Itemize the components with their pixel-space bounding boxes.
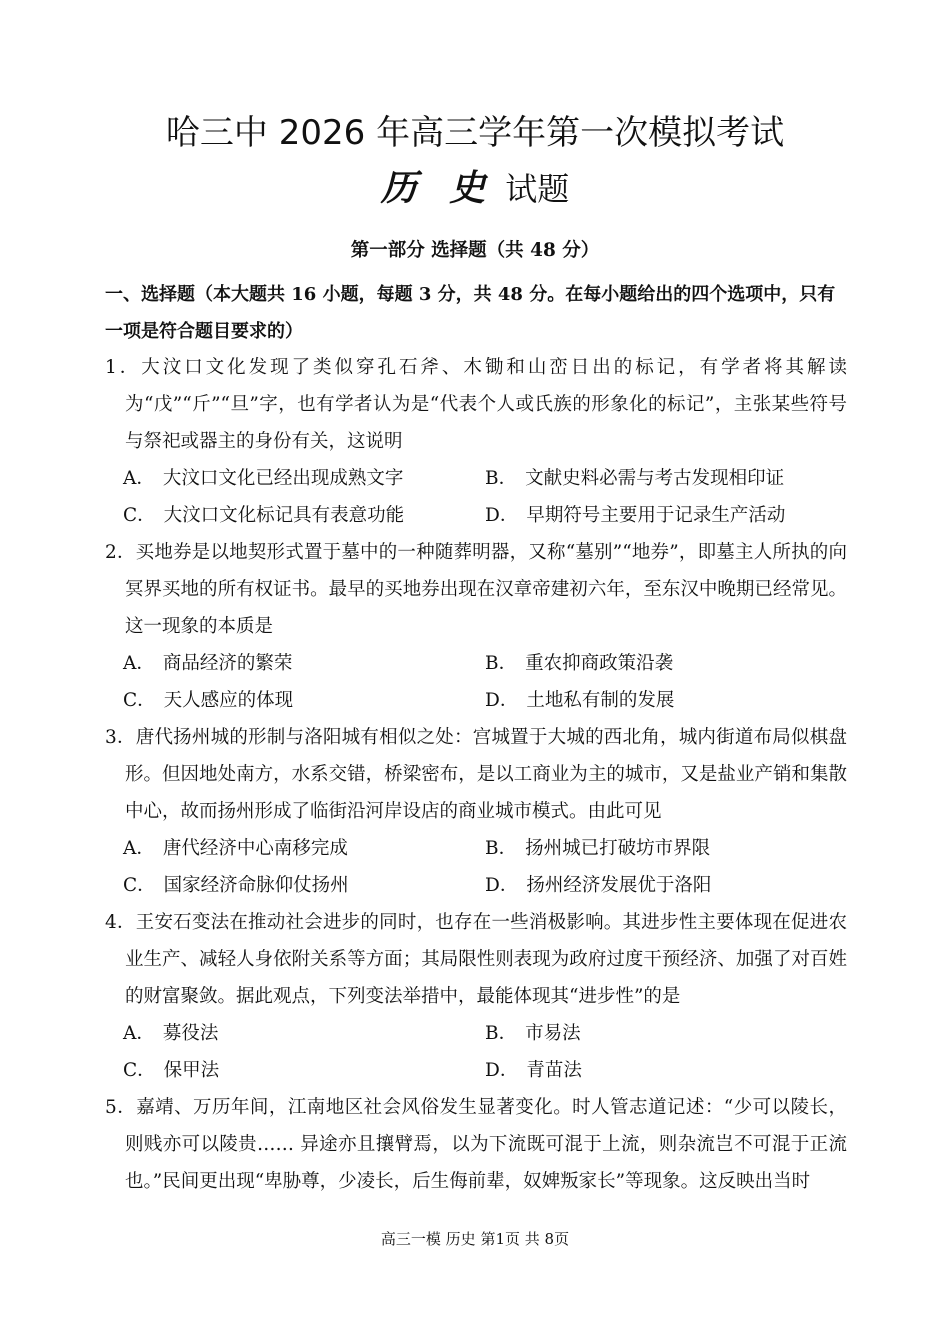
question-text: 买地券是以地契形式置于墓中的一种随葬明器，又称“墓别”“地券”，即墓主人所执的向冥界买地的所有权证书。最早的买地券出现在汉章帝建初六年，至东汉中晚期已经常见。这一现象的本质是 [125, 542, 847, 637]
question-2 [105, 534, 847, 719]
question-number: 3． [105, 727, 136, 748]
option-row [123, 1015, 847, 1052]
option-row [123, 682, 847, 719]
question-stem [105, 1089, 847, 1200]
options [105, 830, 847, 904]
option-d: D． 土地私有制的发展 [485, 690, 675, 711]
section-heading: 一、选择题（本大题共 16 小题，每题 3 分，共 48 分。在每小题给出的四个选项中，只有一项是符合题目要求的） [105, 284, 836, 342]
option-a: A． 大汶口文化已经出现成熟文字 [123, 468, 404, 489]
option-row [123, 497, 847, 534]
option-c: C． 天人感应的体现 [123, 690, 294, 711]
option-d: D． 早期符号主要用于记录生产活动 [485, 505, 786, 526]
exam-title: 哈三中 2026 年高三学年第一次模拟考试 [165, 113, 785, 153]
option-a: A． 商品经济的繁荣 [123, 653, 293, 674]
question-3 [105, 719, 847, 904]
question-text: 唐代扬州城的形制与洛阳城有相似之处：宫城置于大城的西北角，城内街道布局似棋盘形。但因地处南方，水系交错，桥梁密布，是以工商业为主的城市，又是盐业产销和集散中心，故而扬州形成了临街沿河岸设店的商业城市模式。由此可见 [125, 727, 847, 822]
question-1 [105, 349, 847, 534]
option-d: D． 扬州经济发展优于洛阳 [485, 875, 712, 896]
question-number: 1． [105, 357, 142, 378]
option-row [123, 645, 847, 682]
part-heading: 第一部分 选择题（共 48 分） [350, 240, 600, 261]
question-number: 4． [105, 912, 136, 933]
question-text: 嘉靖、万历年间，江南地区社会风俗发生显著变化。时人管志道记述：“少可以陵长，则贱亦可以陵贵…… 异途亦且攘臂焉，以为下流既可混于上流，则杂流岂不可混于正流也。”民间更出现“卑胁尊，少凌长，后生侮前辈，奴婢叛家长”等现象。这反映出当时 [125, 1097, 847, 1192]
option-c: C． 大汶口文化标记具有表意功能 [123, 505, 405, 526]
options [105, 645, 847, 719]
options [105, 1015, 847, 1089]
exam-subtitle [0, 166, 950, 211]
option-b: B． 市易法 [485, 1023, 581, 1044]
option-d: D． 青苗法 [485, 1060, 582, 1081]
question-number: 2． [105, 542, 136, 563]
page-footer: 高三一模 历史 第1页 共 8页 [380, 1230, 570, 1248]
question-stem [105, 534, 847, 645]
option-row [123, 460, 847, 497]
options [105, 460, 847, 534]
option-a: A． 募役法 [123, 1023, 219, 1044]
question-number: 5． [105, 1097, 137, 1118]
question-4 [105, 904, 847, 1089]
question-5 [105, 1089, 847, 1200]
question-text: 王安石变法在推动社会进步的同时，也存在一些消极影响。其进步性主要体现在促进农业生产、减轻人身依附关系等方面；其局限性则表现为政府过度干预经济、加强了对百姓的财富聚敛。据此观点，下列变法举措中，最能体现其“进步性”的是 [125, 912, 847, 1007]
option-row [123, 1052, 847, 1089]
question-stem [105, 904, 847, 1015]
option-a: A． 唐代经济中心南移完成 [123, 838, 348, 859]
subtitle-suffix: 试题 [505, 170, 570, 208]
option-row [123, 867, 847, 904]
option-c: C． 国家经济命脉仰仗扬州 [123, 875, 349, 896]
question-stem [105, 349, 847, 460]
option-b: B． 文献史料必需与考古发现相印证 [485, 468, 785, 489]
subject-name: 历 史 [380, 167, 496, 209]
option-c: C． 保甲法 [123, 1060, 220, 1081]
question-stem [105, 719, 847, 830]
option-b: B． 扬州城已打破坊市界限 [485, 838, 711, 859]
question-list [105, 349, 847, 1200]
option-row [123, 830, 847, 867]
question-text: 大汶口文化发现了类似穿孔石斧、木锄和山峦日出的标记，有学者将其解读为“戊”“斤”“旦”字，也有学者认为是“代表个人或氏族的形象化的标记”，主张某些符号与祭祀或器主的身份有关，这说明 [125, 357, 847, 452]
option-b: B． 重农抑商政策沿袭 [485, 653, 674, 674]
